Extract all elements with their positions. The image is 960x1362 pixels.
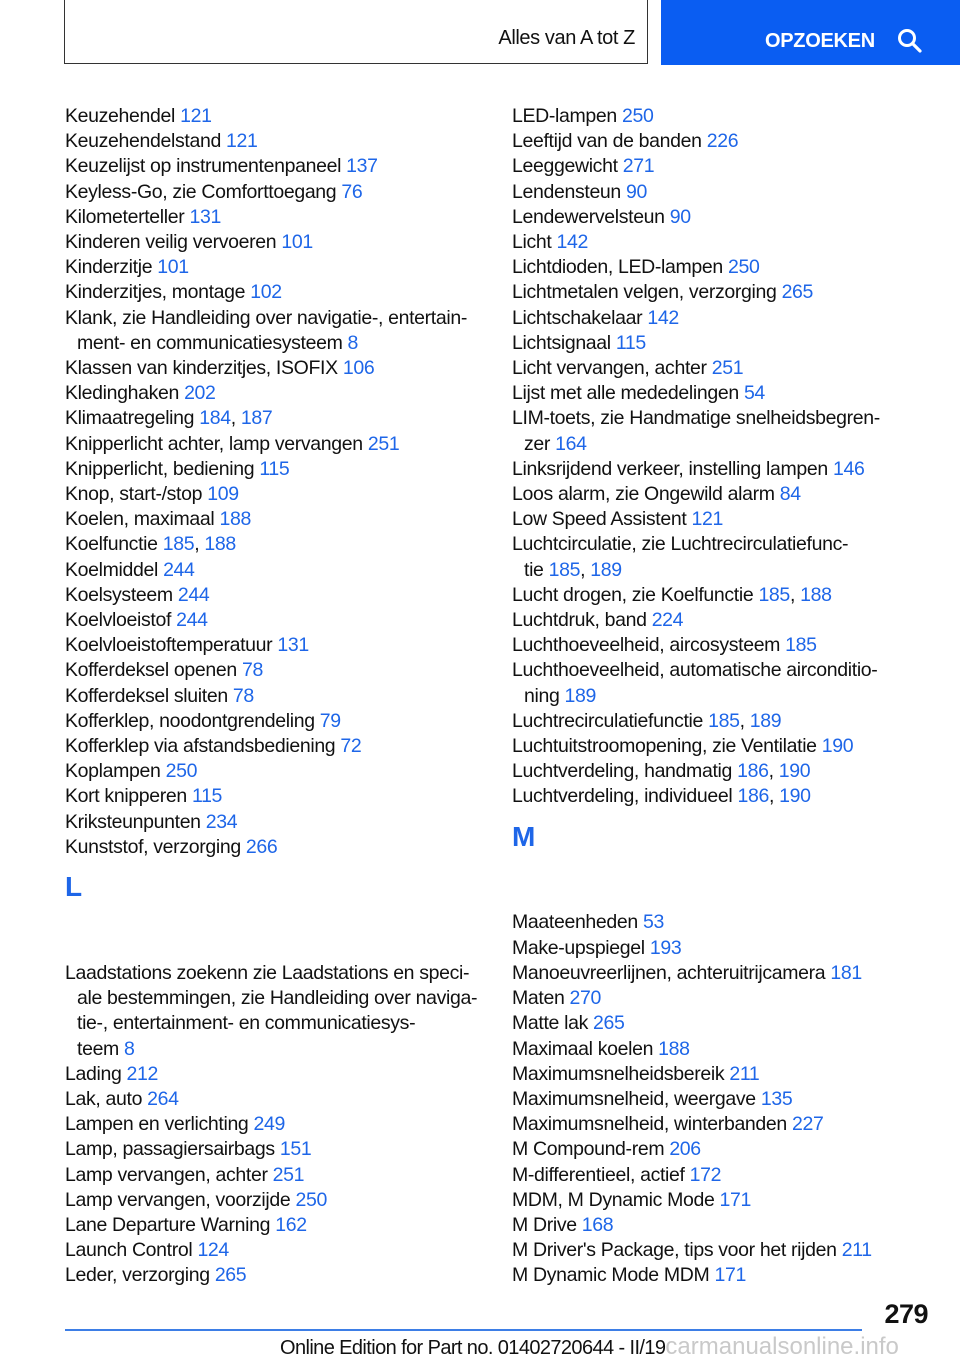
page-number: 279 xyxy=(884,1299,928,1329)
entry-term: Licht xyxy=(512,231,552,254)
index-entry xyxy=(512,154,952,179)
entry-term: Launch Control xyxy=(65,1239,193,1262)
page-link[interactable]: 265 xyxy=(214,1264,247,1287)
index-entry xyxy=(512,1062,952,1087)
index-entry xyxy=(65,684,505,709)
entry-term: M-differentieel, actief xyxy=(512,1163,685,1186)
page-link[interactable]: 227 xyxy=(792,1113,824,1136)
entry-term: Lichtsignaal xyxy=(512,331,611,354)
page-link[interactable]: 184 xyxy=(199,407,231,430)
index-entry xyxy=(65,1062,505,1087)
index-entry xyxy=(65,129,505,154)
search-button-label: OPZOEKEN xyxy=(765,30,875,52)
page-link[interactable]: 270 xyxy=(569,987,602,1010)
entry-term: Kinderen veilig vervoeren xyxy=(65,231,277,254)
page-link[interactable]: 251 xyxy=(272,1163,305,1186)
page-link[interactable]: 250 xyxy=(295,1188,327,1211)
page-link[interactable]: 109 xyxy=(207,483,239,506)
entry-term: Keuzehendel xyxy=(65,105,175,127)
entry-term: Kinderzitje xyxy=(65,256,153,279)
page-link[interactable]: 244 xyxy=(163,558,195,581)
entry-term: Kledinghaken xyxy=(65,382,179,405)
entry-term: Leder, verzorging xyxy=(65,1264,210,1287)
index-entry xyxy=(65,457,505,482)
page-link[interactable]: 188 xyxy=(658,1037,690,1060)
index-entry xyxy=(512,1188,952,1213)
entry-term: Kunststof, verzorging xyxy=(65,835,241,858)
index-entry xyxy=(65,280,505,305)
index-entry xyxy=(512,608,952,633)
page-link[interactable]: 211 xyxy=(729,1062,760,1085)
entry-term: Lamp, passagiersairbags xyxy=(65,1138,275,1161)
section-header xyxy=(64,0,648,64)
index-entry: Luchtverdeling, individueel 186, 190 xyxy=(512,785,811,808)
page-link[interactable]: 151 xyxy=(279,1138,312,1161)
entry-term: Luchthoeveelheid, aircosysteem xyxy=(512,634,781,657)
entry-term: Low Speed Assistent xyxy=(512,508,687,531)
page-link[interactable]: 79 xyxy=(319,709,341,732)
page-link[interactable]: 189 xyxy=(749,709,782,732)
index-entry: Klimaatregeling 184, 187 xyxy=(65,407,273,430)
index-entry xyxy=(512,104,952,129)
page-link[interactable]: 266 xyxy=(245,835,278,858)
page-link[interactable]: 224 xyxy=(651,609,684,632)
page-link[interactable]: 202 xyxy=(184,382,216,405)
entry-term: Knop, start-/stop xyxy=(65,483,203,506)
entry-term: Licht vervangen, achter xyxy=(512,357,707,380)
page-link[interactable]: 168 xyxy=(581,1213,614,1236)
index-entry xyxy=(65,1188,505,1213)
page-link[interactable]: 186 xyxy=(737,785,769,808)
page-link[interactable]: 78 xyxy=(232,684,254,707)
page-link[interactable]: 131 xyxy=(277,634,309,657)
page-link[interactable]: 121 xyxy=(180,105,212,127)
entry-term: Kofferdeksel sluiten xyxy=(65,684,228,707)
index-entry xyxy=(512,1037,952,1062)
index-column-right xyxy=(512,104,952,1289)
page-link[interactable]: 244 xyxy=(177,583,210,606)
page-link[interactable]: 185 xyxy=(162,533,195,556)
page-link[interactable]: 190 xyxy=(779,785,811,808)
page-link[interactable]: 76 xyxy=(341,180,363,203)
page-link[interactable]: 211 xyxy=(841,1239,872,1262)
entry-term: Koelfunctie xyxy=(65,533,158,556)
index-entry xyxy=(65,205,505,230)
entry-term: M Compound-rem xyxy=(512,1138,665,1161)
page-link[interactable]: 251 xyxy=(367,432,400,455)
index-entry xyxy=(512,280,952,305)
index-entry xyxy=(512,331,952,356)
entry-term: Keyless-Go, zie Comforttoegang xyxy=(65,180,337,203)
index-entry xyxy=(65,356,505,381)
index-entry xyxy=(65,1263,505,1288)
page-link[interactable]: 185 xyxy=(758,583,790,606)
page-link[interactable]: 193 xyxy=(649,936,682,959)
index-entry xyxy=(65,784,505,809)
entry-term: MDM, M Dynamic Mode xyxy=(512,1188,715,1211)
entry-term: Lading xyxy=(65,1062,122,1085)
page-link[interactable]: 8 xyxy=(347,331,359,354)
page-link[interactable]: 172 xyxy=(689,1163,722,1186)
footer-divider xyxy=(65,1329,862,1331)
page-link[interactable]: 102 xyxy=(250,281,282,304)
entry-term: Lucht drogen, zie Koelfunctie xyxy=(512,583,754,606)
index-entry xyxy=(65,381,505,406)
page-link[interactable]: 54 xyxy=(743,382,765,405)
index-entry xyxy=(65,810,505,835)
page-link[interactable]: 115 xyxy=(192,785,223,808)
entry-term: LIM-toets, zie Handmatige snelheidsbegren- zer xyxy=(512,407,880,455)
page-link[interactable]: 188 xyxy=(204,533,236,556)
watermark: carmanualsonline.info xyxy=(665,1333,899,1360)
entry-term: Lane Departure Warning xyxy=(65,1213,271,1236)
index-entry xyxy=(512,1163,952,1188)
index-entry xyxy=(512,1213,952,1238)
index-entry xyxy=(512,1137,952,1162)
page-link[interactable]: 146 xyxy=(832,457,865,480)
index-entry xyxy=(65,154,505,179)
entry-term: Maten xyxy=(512,987,565,1010)
index-column-left xyxy=(65,104,505,1289)
index-section-letter: L xyxy=(65,871,82,903)
page-link[interactable]: 189 xyxy=(564,684,597,707)
page-link[interactable]: 121 xyxy=(691,508,723,531)
index-entry xyxy=(512,381,952,406)
entry-term: Lichtmetalen velgen, verzorging xyxy=(512,281,777,304)
index-entry xyxy=(512,1238,952,1263)
entry-term: Kilometerteller xyxy=(65,205,185,228)
entry-term: Keuzehendelstand xyxy=(65,130,221,153)
entry-term: Klimaatregeling xyxy=(65,407,195,430)
page-link[interactable]: 250 xyxy=(165,760,198,783)
index-entry xyxy=(512,406,952,456)
index-entry xyxy=(65,608,505,633)
entry-term: Kofferklep, noodontgrendeling xyxy=(65,709,315,732)
page-link[interactable]: 264 xyxy=(147,1087,179,1110)
page-link[interactable]: 189 xyxy=(590,558,622,581)
index-entry xyxy=(512,633,952,658)
entry-term: Luchtverdeling, individueel xyxy=(512,785,733,808)
page-link[interactable]: 226 xyxy=(706,130,739,153)
page-link[interactable]: 187 xyxy=(240,407,273,430)
page-link[interactable]: 190 xyxy=(821,735,854,758)
entry-term: Maximumsnelheid, winterbanden xyxy=(512,1113,787,1136)
entry-term: M Drive xyxy=(512,1213,577,1236)
index-entry xyxy=(512,734,952,759)
index-entry xyxy=(65,1137,505,1162)
index-section-letter: M xyxy=(512,820,535,852)
entry-term: Luchtcirculatie, zie Luchtrecirculatiefunc- tie xyxy=(512,533,849,581)
index-entry xyxy=(512,910,952,935)
page-link[interactable]: 190 xyxy=(778,760,811,783)
index-entry xyxy=(512,180,952,205)
entry-term: Lichtschakelaar xyxy=(512,306,643,329)
entry-term: Luchtuitstroomopening, zie Ventilatie xyxy=(512,735,817,758)
page-link[interactable]: 164 xyxy=(555,432,587,455)
entry-term: Klassen van kinderzitjes, ISOFIX xyxy=(65,357,338,380)
entry-term: Maximaal koelen xyxy=(512,1037,654,1060)
page-link[interactable]: 78 xyxy=(241,659,263,682)
index-entry xyxy=(65,658,505,683)
index-entry xyxy=(65,507,505,532)
page-link[interactable]: 185 xyxy=(785,634,817,657)
entry-term: Lamp vervangen, achter xyxy=(65,1163,268,1186)
entry-term: Lendewervelsteun xyxy=(512,205,665,228)
index-entry xyxy=(512,1112,952,1137)
page-link[interactable]: 115 xyxy=(259,457,290,480)
entry-term: Koelsysteem xyxy=(65,583,173,606)
index-entry xyxy=(65,1112,505,1137)
entry-term: Loos alarm, zie Ongewild alarm xyxy=(512,483,775,506)
footer xyxy=(280,1333,899,1361)
page-link[interactable]: 84 xyxy=(779,483,801,506)
entry-term: Knipperlicht, bediening xyxy=(65,457,255,480)
entry-term: Laadstations zoekenn zie Laadstations en speci- ale bestemmingen, zie Handleiding over naviga- tie-, entertainment- en communicatiesys- teem xyxy=(65,961,478,1060)
entry-term: Maximumsnelheid, weergave xyxy=(512,1087,756,1110)
entry-term: Koelmiddel xyxy=(65,558,158,581)
entry-term: M Dynamic Mode MDM xyxy=(512,1264,710,1287)
page-link[interactable]: 90 xyxy=(626,180,648,203)
index-entry xyxy=(65,180,505,205)
page-link[interactable]: 162 xyxy=(275,1213,307,1236)
entry-term: Koelvloeistoftemperatuur xyxy=(65,634,273,657)
page-link[interactable]: 101 xyxy=(157,256,189,279)
page-link[interactable]: 271 xyxy=(622,155,655,178)
index-entry xyxy=(512,507,952,532)
index-entry xyxy=(65,1238,505,1263)
index-entry xyxy=(65,104,505,129)
page-link[interactable]: 244 xyxy=(176,609,208,632)
page-link[interactable]: 185 xyxy=(548,558,581,581)
index-entry xyxy=(65,1087,505,1112)
entry-term: Lamp vervangen, voorzijde xyxy=(65,1188,291,1211)
page-link[interactable]: 212 xyxy=(126,1062,159,1085)
index-entry xyxy=(65,583,505,608)
page-link[interactable]: 171 xyxy=(714,1264,746,1287)
index-entry xyxy=(512,230,952,255)
page-link[interactable]: 137 xyxy=(346,155,378,178)
entry-term: Lampen en verlichting xyxy=(65,1113,249,1136)
index-entry xyxy=(512,986,952,1011)
page-link[interactable]: 265 xyxy=(593,1012,625,1035)
index-entry xyxy=(512,1087,952,1112)
entry-term: Manoeuvreerlijnen, achteruitrijcamera xyxy=(512,961,826,984)
page-link[interactable]: 115 xyxy=(615,331,646,354)
index-entry xyxy=(65,230,505,255)
index-entry xyxy=(512,1263,952,1288)
page-link[interactable]: 265 xyxy=(781,281,814,304)
entry-term: Lendensteun xyxy=(512,180,621,203)
entry-term: Maateenheden xyxy=(512,911,638,934)
page-link[interactable]: 185 xyxy=(708,709,740,732)
index-entry xyxy=(65,255,505,280)
page-link[interactable]: 121 xyxy=(226,130,258,153)
entry-term: Lak, auto xyxy=(65,1087,143,1110)
index-entry xyxy=(512,205,952,230)
index-entry xyxy=(512,129,952,154)
index-entry xyxy=(65,1163,505,1188)
entry-term: M Driver's Package, tips voor het rijden xyxy=(512,1239,837,1262)
index-entry xyxy=(65,961,505,1062)
page-link[interactable]: 72 xyxy=(340,735,362,758)
page-link[interactable]: 101 xyxy=(281,231,313,254)
page-link[interactable]: 135 xyxy=(760,1087,793,1110)
index-entry xyxy=(512,961,952,986)
page-link[interactable]: 142 xyxy=(556,231,589,254)
index-entry xyxy=(512,356,952,381)
page-link[interactable]: 106 xyxy=(342,357,375,380)
page-link[interactable]: 251 xyxy=(711,357,744,380)
page-link[interactable]: 171 xyxy=(719,1188,752,1211)
page-link[interactable]: 124 xyxy=(197,1239,229,1262)
index-entry: Luchtcirculatie, zie Luchtrecirculatiefunc- tie 185, 189 xyxy=(512,533,849,581)
entry-term: Make-upspiegel xyxy=(512,936,645,959)
page-link[interactable]: 188 xyxy=(219,508,251,531)
index-entry xyxy=(512,936,952,961)
index-entry xyxy=(512,482,952,507)
page-link[interactable]: 186 xyxy=(737,760,769,783)
page-link[interactable]: 142 xyxy=(647,306,679,329)
entry-term: Luchtverdeling, handmatig xyxy=(512,760,732,783)
entry-term: Koplampen xyxy=(65,760,161,783)
page-link[interactable]: 188 xyxy=(800,583,832,606)
index-entry xyxy=(65,306,505,356)
index-entry xyxy=(65,835,505,860)
page-link[interactable]: 131 xyxy=(189,205,221,228)
search-icon xyxy=(897,28,923,54)
entry-term: Maximumsnelheidsbereik xyxy=(512,1062,725,1085)
entry-term: Klank, zie Handleiding over navigatie-, entertain- ment- en communicatiesysteem xyxy=(65,306,467,354)
entry-term: Kofferklep via afstandsbediening xyxy=(65,735,336,758)
entry-term: Leeggewicht xyxy=(512,155,618,178)
index-entry xyxy=(512,255,952,280)
entry-term: Luchtrecirculatiefunctie xyxy=(512,709,704,732)
section-title: Alles van A tot Z xyxy=(498,27,635,49)
index-entry: Luchtverdeling, handmatig 186, 190 xyxy=(512,760,811,783)
page-link[interactable]: 249 xyxy=(253,1113,286,1136)
entry-term: Lijst met alle mededelingen xyxy=(512,382,739,405)
index-entry xyxy=(65,558,505,583)
index-entry xyxy=(512,457,952,482)
page-link[interactable]: 206 xyxy=(669,1138,701,1161)
index-entry xyxy=(65,734,505,759)
entry-term: Matte lak xyxy=(512,1012,588,1035)
entry-term: Kinderzitjes, montage xyxy=(65,281,246,304)
entry-term: Koelvloeistof xyxy=(65,609,172,632)
entry-term: LED-lampen xyxy=(512,105,617,127)
entry-term: Kort knipperen xyxy=(65,785,187,808)
entry-term: Keuzelijst op instrumentenpaneel xyxy=(65,155,342,178)
entry-term: Kriksteunpunten xyxy=(65,810,201,833)
entry-term: Lichtdioden, LED-lampen xyxy=(512,256,723,279)
page-link[interactable]: 234 xyxy=(205,810,238,833)
index-entry xyxy=(65,709,505,734)
page-link[interactable]: 181 xyxy=(830,961,862,984)
index-entry xyxy=(512,306,952,331)
entry-term: Leeftijd van de banden xyxy=(512,130,702,153)
index-entry xyxy=(512,658,952,708)
page-link[interactable]: 90 xyxy=(669,205,691,228)
entry-term: Luchthoeveelheid, automatische airconditio- ning xyxy=(512,659,878,707)
page-link[interactable]: 250 xyxy=(621,105,654,127)
entry-term: Koelen, maximaal xyxy=(65,508,215,531)
index-entry xyxy=(65,482,505,507)
page-link[interactable]: 53 xyxy=(643,911,664,934)
page-link[interactable]: 250 xyxy=(728,256,760,279)
index-entry xyxy=(65,1213,505,1238)
index-entry: Koelfunctie 185, 188 xyxy=(65,533,236,556)
index-entry xyxy=(65,633,505,658)
search-button[interactable] xyxy=(661,0,960,65)
edition-text: Online Edition for Part no. 01402720644 - II/19 xyxy=(280,1337,666,1359)
index-entry xyxy=(512,1011,952,1036)
entry-term: Kofferdeksel openen xyxy=(65,659,237,682)
entry-term: Luchtdruk, band xyxy=(512,609,647,632)
index-entry: Lucht drogen, zie Koelfunctie 185, 188 xyxy=(512,583,832,606)
index-entry xyxy=(65,759,505,784)
index-entry xyxy=(65,432,505,457)
entry-term: Linksrijdend verkeer, instelling lampen xyxy=(512,457,828,480)
entry-term: Knipperlicht achter, lamp vervangen xyxy=(65,432,363,455)
index-entry: Luchtrecirculatiefunctie 185, 189 xyxy=(512,709,782,732)
page-link[interactable]: 8 xyxy=(124,1037,135,1060)
